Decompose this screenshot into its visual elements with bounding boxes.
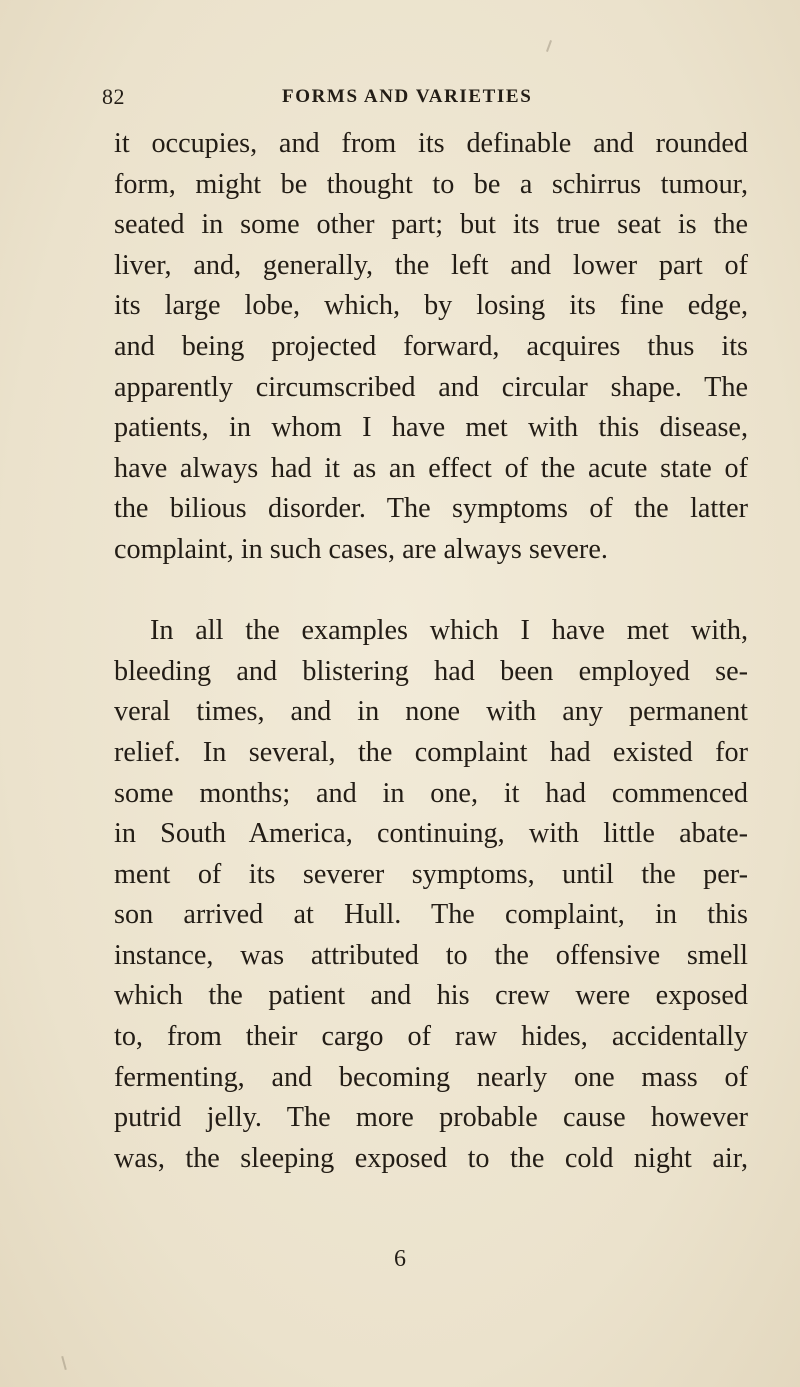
- signature-mark: 6: [394, 1246, 406, 1272]
- text-line: have always had it as an effect of the acute state of: [114, 452, 748, 484]
- text-line: form, might be thought to be a schirrus tumour,: [114, 168, 748, 200]
- paper-speck: [61, 1356, 67, 1370]
- text-line: relief. In several, the complaint had existed for: [114, 736, 748, 768]
- text-line: and being projected forward, acquires thus its: [114, 330, 748, 362]
- paragraph-1: [114, 124, 748, 571]
- text-line: its large lobe, which, by losing its fine edge,: [114, 290, 748, 322]
- paragraph-gap: [114, 571, 748, 612]
- text-line: the bilious disorder. The symptoms of the latter: [114, 493, 748, 525]
- running-head: FORMS AND VARIETIES: [282, 86, 533, 107]
- text-line: putrid jelly. The more probable cause however: [114, 1102, 748, 1134]
- body-text: [114, 124, 748, 1179]
- text-line: bleeding and blistering had been employed se-: [114, 655, 748, 687]
- text-line: instance, was attributed to the offensive smell: [114, 939, 748, 971]
- text-line: In all the examples which I have met with,: [150, 615, 748, 647]
- paper-speck: [546, 40, 552, 52]
- text-line: to, from their cargo of raw hides, accidentally: [114, 1021, 748, 1053]
- page-header: [0, 84, 800, 114]
- page-number: 82: [102, 84, 125, 109]
- text-line: fermenting, and becoming nearly one mass of: [114, 1061, 748, 1093]
- text-line: seated in some other part; but its true seat is the: [114, 209, 748, 241]
- text-line: it occupies, and from its definable and rounded: [114, 128, 748, 159]
- paragraph-2: [114, 611, 748, 1179]
- text-line: which the patient and his crew were exposed: [114, 980, 748, 1012]
- text-line: liver, and, generally, the left and lower part of: [114, 249, 748, 281]
- text-line: veral times, and in none with any permanent: [114, 696, 748, 728]
- text-line: son arrived at Hull. The complaint, in this: [114, 899, 748, 931]
- text-line: in South America, continuing, with little abate-: [114, 818, 748, 850]
- text-line: patients, in whom I have met with this disease,: [114, 412, 748, 444]
- text-line: complaint, in such cases, are always severe.: [114, 533, 608, 565]
- text-line: ment of its severer symptoms, until the per-: [114, 858, 748, 890]
- text-line: was, the sleeping exposed to the cold night air,: [114, 1142, 748, 1174]
- text-line: some months; and in one, it had commenced: [114, 777, 748, 809]
- text-line: apparently circumscribed and circular shape. The: [114, 371, 748, 403]
